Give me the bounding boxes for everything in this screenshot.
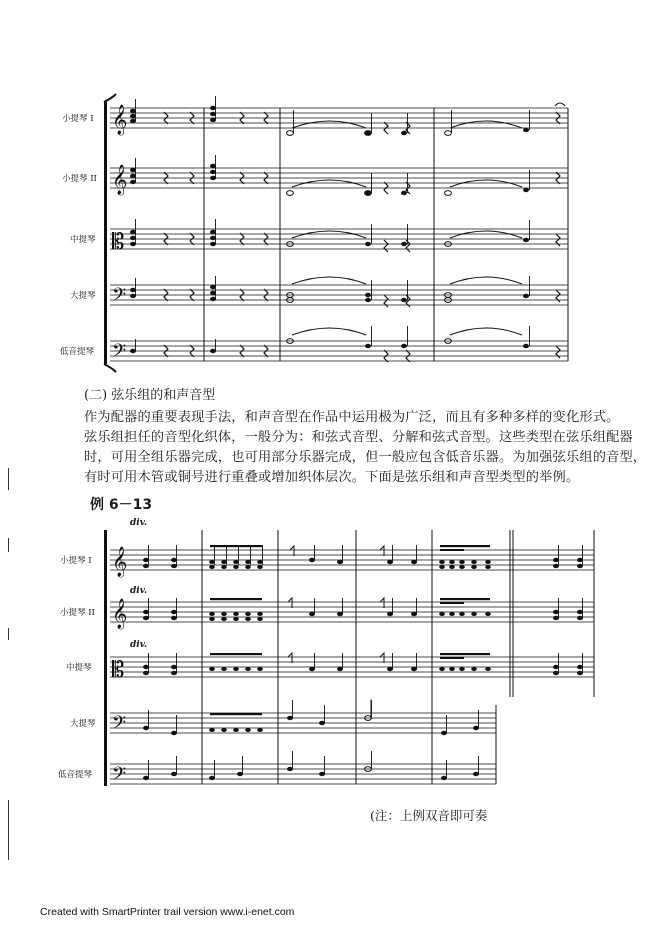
score-top xyxy=(104,94,568,372)
instrument-label: 中提琴 xyxy=(66,663,92,673)
example-label: 例 6－13 xyxy=(90,497,153,513)
staff-ex-violin2 xyxy=(110,602,594,622)
staff-ex-viola xyxy=(110,657,594,677)
svg-text:𝄞: 𝄞 xyxy=(112,105,128,135)
staff-ex-violin1 xyxy=(110,550,594,570)
svg-text:𝄢: 𝄢 xyxy=(112,764,127,789)
score-bottom xyxy=(104,530,594,789)
footnote: (注：上例双音即可奏 xyxy=(370,808,488,823)
instrument-label: 低音提琴 xyxy=(58,770,93,780)
instrument-label: 小提琴 II xyxy=(60,608,95,618)
instrument-label: 小提琴 I xyxy=(60,556,92,566)
paragraph-line: 作为配器的重要表现手法，和声音型在作品中运用极为广泛，而且有多种多样的变化形式。 xyxy=(84,410,620,425)
svg-text:𝄢: 𝄢 xyxy=(112,341,127,366)
svg-text:𝄞: 𝄞 xyxy=(112,165,128,195)
svg-text:𝄞: 𝄞 xyxy=(112,599,128,629)
beam-group-m5 xyxy=(439,545,491,780)
staff-violin1 xyxy=(110,108,568,128)
div-marking: div. xyxy=(130,586,148,596)
staff-bass xyxy=(110,341,568,361)
svg-text:𝄡: 𝄡 xyxy=(112,230,125,255)
staff-ex-cello xyxy=(110,713,496,733)
beam-group-m2 xyxy=(209,545,263,780)
instrument-label: 小提琴 I xyxy=(62,114,94,124)
instrument-label: 大提琴 xyxy=(70,719,96,729)
paragraph-line: 有时可用木管或铜号进行重叠或增加织体层次。下面是弦乐组和声音型类型的举例。 xyxy=(84,470,580,485)
margin-mark xyxy=(8,468,9,490)
margin-mark xyxy=(8,538,9,552)
staff-cello xyxy=(110,285,568,305)
div-marking: div. xyxy=(130,518,148,528)
staff-ex-bass xyxy=(110,764,496,784)
instrument-label: 低音提琴 xyxy=(60,347,95,357)
svg-text:𝄢: 𝄢 xyxy=(112,713,127,738)
instrument-label: 大提琴 xyxy=(70,291,96,301)
margin-mark xyxy=(8,800,9,860)
svg-text:𝄡: 𝄡 xyxy=(112,658,125,683)
staff-violin2 xyxy=(110,168,568,188)
paragraph-line: 弦乐组担任的音型化织体，一般分为：和弦式音型、分解和弦式音型。这些类型在弦乐组配器 xyxy=(84,430,633,445)
svg-text:𝄢: 𝄢 xyxy=(112,285,127,310)
svg-text:𝄞: 𝄞 xyxy=(112,547,128,577)
section-heading: (二) 弦乐组的和声音型 xyxy=(84,388,216,403)
instrument-label: 中提琴 xyxy=(70,235,96,245)
div-marking: div. xyxy=(130,640,148,650)
barlines-top xyxy=(204,108,568,361)
instrument-label: 小提琴 II xyxy=(62,174,97,184)
paragraph-line: 时，可用全组乐器完成，也可用部分乐器完成，但一般应包含低音乐器。为加强弦乐组的音型， xyxy=(84,450,647,465)
margin-mark xyxy=(8,628,9,640)
watermark-text: Created with SmartPrinter trail version www.i-enet.com xyxy=(40,906,295,918)
